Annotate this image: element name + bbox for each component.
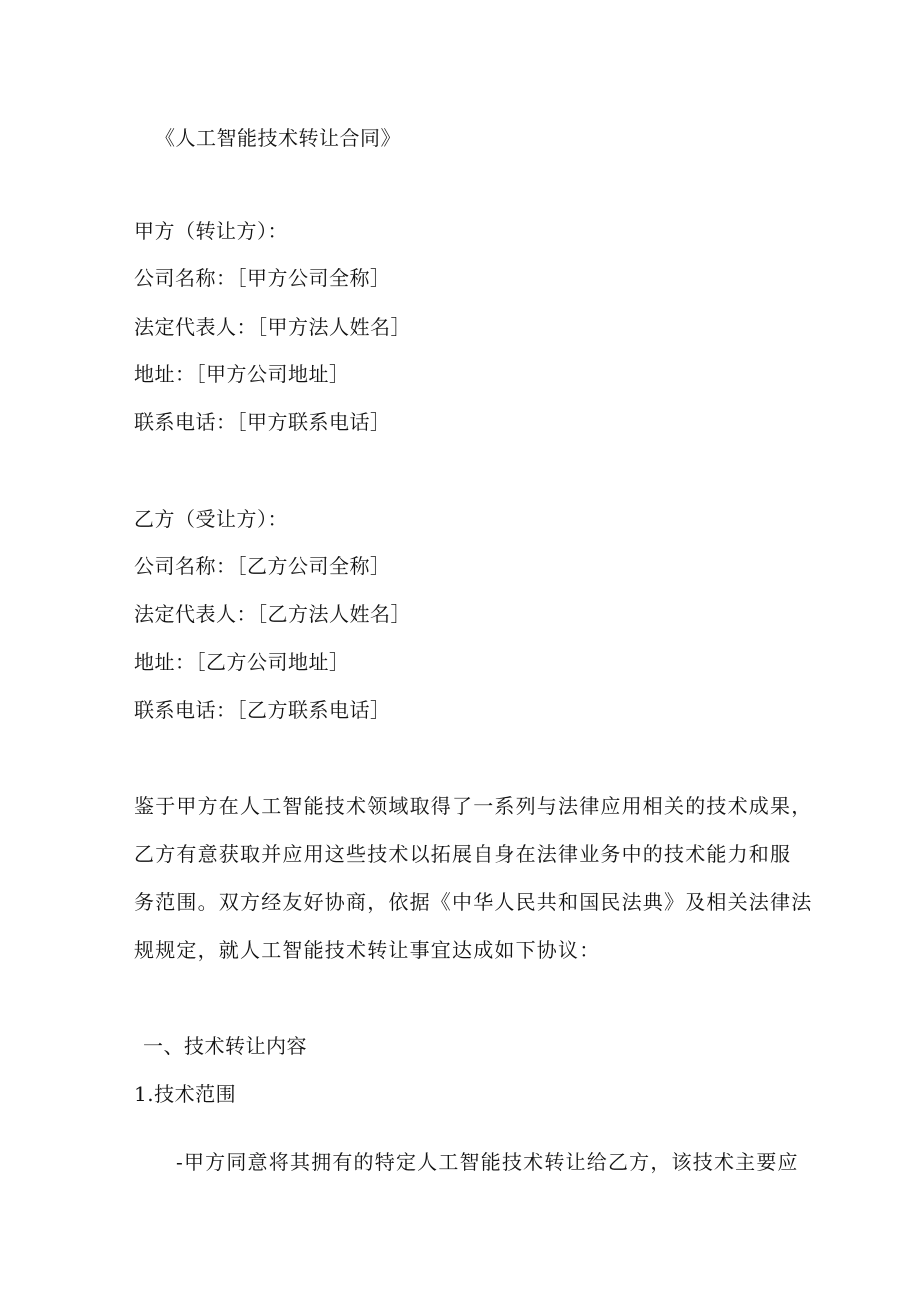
party-a-heading: 甲方（转让方）： [134, 219, 288, 243]
party-b-phone: 联系电话：［乙方联系电话］ [134, 698, 391, 722]
document-title: 《人工智能技术转让合同》 [155, 126, 401, 150]
party-b-representative: 法定代表人：［乙方法人姓名］ [134, 602, 411, 626]
party-a-representative: 法定代表人：［甲方法人姓名］ [134, 315, 411, 339]
party-b-address: 地址：［乙方公司地址］ [134, 650, 350, 674]
party-a-company: 公司名称：［甲方公司全称］ [134, 266, 391, 290]
clause-item: -甲方同意将其拥有的特定人工智能技术转让给乙方，该技术主要应 [176, 1150, 799, 1174]
section-heading: 一、技术转让内容 [143, 1034, 307, 1058]
party-a-address: 地址：［甲方公司地址］ [134, 362, 350, 386]
preamble-line: 乙方有意获取并应用这些技术以拓展自身在法律业务中的技术能力和服 [134, 842, 792, 866]
preamble-line: 规规定，就人工智能技术转让事宜达成如下协议： [134, 938, 601, 962]
party-a-phone: 联系电话：［甲方联系电话］ [134, 410, 391, 434]
preamble-line: 务范围。双方经友好协商，依据《中华人民共和国民法典》及相关法律法 [134, 890, 813, 914]
subsection-heading: 1.技术范围 [134, 1082, 237, 1106]
preamble-line: 鉴于甲方在人工智能技术领域取得了一系列与法律应用相关的技术成果， [134, 794, 813, 818]
party-b-company: 公司名称：［乙方公司全称］ [134, 554, 391, 578]
party-b-heading: 乙方（受让方）： [134, 507, 288, 531]
